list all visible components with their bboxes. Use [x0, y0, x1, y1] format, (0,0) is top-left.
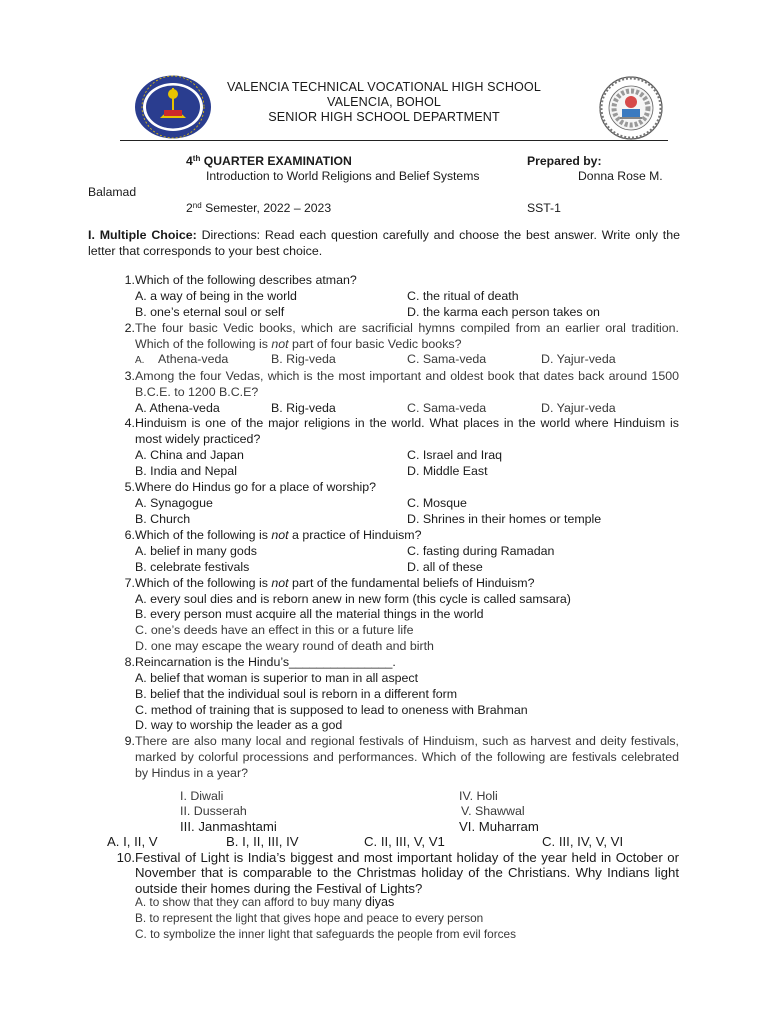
q8-option-c: C. method of training that is supposed to lead to oneness with Brahman: [135, 703, 528, 717]
q9-option-a: A. I, II, V: [107, 834, 158, 849]
question-10: 10. Festival of Light is India’s biggest and most important holiday of the year held in October or November that is comparable to the Christmas holiday of the Christians. Why Indians light outside their homes during the Festival of Lights?: [116, 850, 679, 896]
q9-item-2: II. Dusserah: [180, 804, 247, 818]
q9-item-5: V. Shawwal: [461, 804, 525, 818]
q10-option-a: A. to show that they can afford to buy many diyas: [135, 895, 395, 909]
q4-option-b: B. India and Nepal: [135, 464, 237, 478]
q1-option-a: A. a way of being in the world: [135, 289, 297, 303]
q3-option-c: C. Sama-veda: [407, 401, 487, 415]
q5-option-c: C. Mosque: [407, 496, 467, 510]
q5-option-b: B. Church: [135, 512, 191, 526]
question-7: 7. Which of the following is not part of the fundamental beliefs of Hinduism?: [124, 576, 535, 590]
school-name: VALENCIA TECHNICAL VOCATIONAL HIGH SCHOOL: [227, 80, 541, 94]
q4-option-c: C. Israel and Iraq: [407, 448, 503, 462]
school-location: VALENCIA, BOHOL: [327, 95, 441, 109]
section-directions: I. Multiple Choice: Directions: Read each question carefully and choose the best answer. Write only the letter that corresponds to your best choice.: [88, 228, 680, 258]
q10-option-b: B. to represent the light that gives hope and peace to every person: [135, 911, 484, 925]
q9-option-b: B. I, II, III, IV: [226, 834, 299, 849]
q2-option-a: Athena-veda: [158, 352, 229, 366]
q2-option-c: C. Sama-veda: [407, 352, 487, 366]
q7-option-a: A. every soul dies and is reborn anew in new form (this cycle is called samsara): [135, 592, 571, 606]
q7-option-b: B. every person must acquire all the material things in the world: [135, 607, 484, 621]
subject-title: Introduction to World Religions and Belief Systems: [206, 169, 480, 183]
question-5: 5. Where do Hindus go for a place of worship?: [124, 480, 377, 494]
question-2: 2. The four basic Vedic books, which are sacrificial hymns compiled from an earlier oral tradition. Which of the following is not part of four basic Vedic books?: [124, 321, 679, 351]
q6-option-d: D. all of these: [407, 560, 483, 574]
q1-option-d: D. the karma each person takes on: [407, 305, 600, 319]
q7-option-d: D. one may escape the weary round of death and birth: [135, 639, 434, 653]
author-last: Balamad: [88, 185, 137, 199]
q9-item-4: IV. Holi: [459, 789, 498, 803]
q5-option-a: A. Synagogue: [135, 496, 213, 510]
q10-option-c: C. to symbolize the inner light that safeguards the people from evil forces: [135, 927, 516, 941]
q3-option-b: B. Rig-veda: [271, 401, 336, 415]
q3-option-d: D. Yajur-veda: [541, 401, 616, 415]
q1-option-b: B. one’s eternal soul or self: [135, 305, 285, 319]
question-9: 9. There are also many local and regional festivals of Hinduism, such as harvest and deity festivals, marked by colorful processions and performances. Which of the following are festivals celebrated by Hindus in a year?: [124, 734, 679, 780]
author-first: Donna Rose M.: [578, 169, 663, 183]
q4-option-d: D. Middle East: [407, 464, 488, 478]
q9-item-6: VI. Muharram: [459, 819, 539, 834]
q7-option-c: C. one’s deeds have an effect in this or a future life: [135, 623, 414, 637]
department-name: SENIOR HIGH SCHOOL DEPARTMENT: [268, 110, 500, 124]
question-3: 3. Among the four Vedas, which is the most important and oldest book that dates back around 1500 B.C.E. to 1200 B.C.E?: [124, 369, 679, 399]
q9-item-3: III. Janmashtami: [180, 819, 277, 834]
q9-option-d: C. III, IV, V, VI: [542, 834, 624, 849]
header-divider: [120, 140, 668, 141]
q9-item-1: I. Diwali: [180, 789, 224, 803]
q6-option-b: B. celebrate festivals: [135, 560, 250, 574]
q9-option-c: C. II, III, V, V1: [364, 834, 445, 849]
question-1: 1. Which of the following describes atman?: [124, 273, 357, 287]
q6-option-a: A. belief in many gods: [135, 544, 257, 558]
prepared-label: Prepared by:: [527, 154, 602, 168]
exam-title: 4th QUARTER EXAMINATION: [186, 154, 352, 168]
q8-option-b: B. belief that the individual soul is reborn in a different form: [135, 687, 458, 701]
question-6: 6. Which of the following is not a practice of Hinduism?: [124, 528, 422, 542]
question-8: 8. Reincarnation is the Hindu’s_______________.: [124, 655, 396, 669]
course-code: SST-1: [527, 201, 561, 215]
q1-option-c: C. the ritual of death: [407, 289, 519, 303]
q8-option-a: A. belief that woman is superior to man in all aspect: [135, 671, 419, 685]
q5-option-d: D. Shrines in their homes or temple: [407, 512, 602, 526]
semester: 2nd Semester, 2022 – 2023: [186, 201, 332, 215]
q4-option-a: A. China and Japan: [135, 448, 244, 462]
q2-option-d: D. Yajur-veda: [541, 352, 616, 366]
question-4: 4. Hinduism is one of the major religions in the world. What places in the world where Hinduism is most widely practiced?: [124, 416, 679, 446]
q2-option-a-letter: A.: [135, 355, 145, 366]
q8-option-d: D. way to worship the leader as a god: [135, 718, 343, 732]
q6-option-c: C. fasting during Ramadan: [407, 544, 555, 558]
q2-option-b: B. Rig-veda: [271, 352, 336, 366]
q3-option-a: A. Athena-veda: [135, 401, 220, 415]
